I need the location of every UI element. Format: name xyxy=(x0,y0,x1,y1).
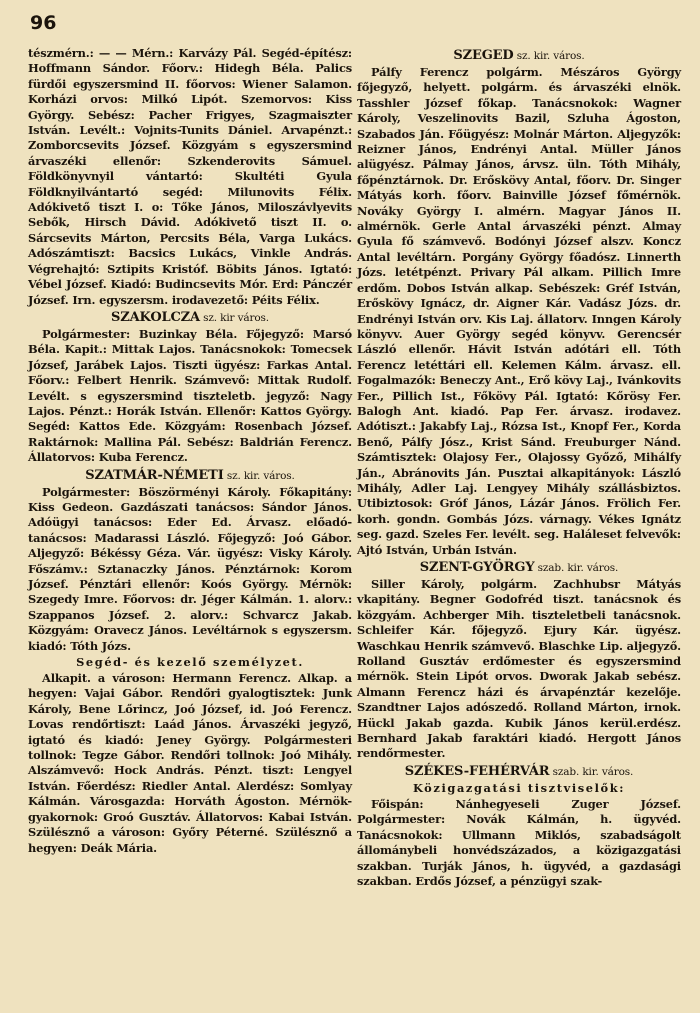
section-heading xyxy=(357,560,681,576)
paragraph: tészmérn.: — — Mérn.: Karvázy Pál. Segéd-építész: Hoffmann Sándor. Főorv.: Hidegh Béla. Palics fürdői egyszersmind II. főorvos: Wiener Salamon. Korházi orvos: Milkó Lipót. Szemorvos: Kiss György. Sebész: Pacher Frigyes, Szagmaiszter István. Levélt.: Vojnits-Tunits Dániel. Arvapénzt.: Zomborcsevits József. Közgyám s egyszersmind árvaszéki ellenőr: Szkenderovits Sámuel. Földkönyvnyil vántartó: Skultéti Gyula Földknyilvántartó segéd: Milunovits Félix. Adókivető tiszt I. o: Tőke János, Miloszávlyevits Sebők, Hirsch Dávid. Adókivető tiszt II. o. Sárcsevits Márton, Percsits Béla, Varga Lukács. Adószámtiszt: Bacsics Lukács, Vinkle András. Végrehajtó: Sztipits Kristóf. Böbits János. Igtató: Vébel József. Kiadó: Budincsevits Mór. Erd: Pánczér József. Irn. egyszersm. irodavezető: Péits Félix. xyxy=(28,46,352,307)
section-heading-city: SZÉKES-FEHÉRVÁR xyxy=(404,763,550,779)
section-heading xyxy=(28,468,352,484)
paragraph: Siller Károly, polgárm. Zachhubsr Mátyás vkapitány. Begner Godofréd tiszt. tanácsnok és közgyám. Achberger Mih. tiszteletbeli tanácsnok. Schleifer Kár. főjegyző. Ejury Kár. ügyész. Waschkau Henrik számvevő. Blaschke Lip. aljegyző. Rolland Gusztáv erdőmester és egyszersmind mérnök. Stein Lipót orvos. Dworak Jakab sebész. Almann Ferencz házi és árvapénztár kezelője. Szandtner Lajos adószedő. Rolland Márton, irnok. Hückl Jakab gazda. Kubik János kerül.erdész. Bernhard Jakab faraktári kiadó. Hergott János rendőrmester. xyxy=(357,577,681,761)
section-heading-type: szab. kir. város. xyxy=(549,765,634,778)
section-heading-type: sz. kir város. xyxy=(199,311,269,324)
paragraph: Polgármester: Buzinkay Béla. Főjegyző: Marsó Béla. Kapit.: Mittak Lajos. Tanácsnokok: Tomecsek József, Jarábek Lajos. Tiszti ügyész: Farkas Antal. Főorv.: Felbert Henrik. Számvevő: Mittak Rudolf. Levélt. s egyszersmind tiszteletb. jegyző: Nagy Lajos. Pénzt.: Horák István. Ellenőr: Kattos György. Segéd: Kattos Ede. Közgyám: Rosenbach József. Raktárnok: Mallina Pál. Sebész: Baldrián Ferencz. Állatorvos: Kuba Ferencz. xyxy=(28,326,352,465)
paragraph: Főispán: Nánhegyeseli Zuger József. Polgármester: Novák Kálmán, h. ügyvéd. Tanácsnokok: Ullmann Miklós, szabadságolt állománybeli honvédszázados, a közigazgatási szakban. Turják János, h. ügyvéd, a gazdasági szakban. Erdős József, a pénzügyi szak- xyxy=(357,796,681,888)
section-heading xyxy=(28,310,352,326)
section-heading xyxy=(357,764,681,780)
page-number: 96 xyxy=(30,12,57,34)
section-heading-city: SZATMÁR-NÉMETI xyxy=(85,467,224,483)
section-heading-type: szab. kir. város. xyxy=(534,562,619,574)
left-column xyxy=(28,46,352,857)
subsection-heading: Közigazgatási tisztviselők: xyxy=(412,780,626,795)
paragraph: Pálfy Ferencz polgárm. Mészáros György főjegyző, helyett. polgárm. és árvaszéki elnök. Tasshler József főkap. Tanácsnokok: Wagner Károly, Veszelinovits Bazil, Szluha Ágoston, Szabados Ján. Főügyész: Molnár Márton. Aljegyzők: Reizner János, Endrényi Antal. Müller János alügyész. Pálmay János, árvsz. üln. Tóth Mihály, főpénztárnok. Dr. Erőskövy Antal, főorv. Dr. Singer Mátyás korh. főorv. Bainville József főmérnök. Novákу György I. almérn. Magyar János II. almérnök. Gerle Antal árvaszéki pénzt. Almay Gyula fő számvevő. Bodónyi József alszv. Koncz Antal levéltárn. Porgány György főadósz. Linnerth Józs. letétpénzt. Privary Pál alkam. Pillich Imre erdőm. Dobos István alkap. Sebészek: Gréf István, Erőskövy Ignácz, dr. Aigner Kár. Vadász Józs. dr. Endrényi István orv. Kis Laj. állatorv. Inngen Károly könyvv. Auer György segéd könyvv. Gerencsér László ellenőr. Hávit István adótári ell. Tóth Ferencz letéttári ell. Kelemen Kálm. árvasz. ell. Fogalmazók: Beneczy Ant., Erő kövy Laj., Ivánkovits Fer., Pillich Ist., Főkövy Pál. Igtató: Kőrösy Fer. Balogh Ant. kiadó. Pap Fer. árvasz. irodavez. Adótiszt.: Jakabfy Laj., Rózsa Ist., Knopf Fer., Korda Benő, Pálfy Jósz., Krist Sánd. Freuburger Nánd. Számtisztek: Olajosy Fer., Olajossy Győző, Mihálfy Ján., Abránovits Ján. Pusztai alkapitányok: László Mihály, Adler Laj. Lengyey Mihály szállásbiztos. Utibiztosok: Gróf János, Lázár János. Frölich Fer. korh. gondn. Gombás Józs. várnagy. Vékes Ignátz seg. gazd. Szeles Fer. levélt. seg. Haláleset felvevők: Ajtó István, Urbán István. xyxy=(357,65,681,557)
section-heading-type: sz. kir. város. xyxy=(223,469,295,482)
section-heading-city: SZAKOLCZA xyxy=(111,309,200,325)
right-column xyxy=(357,46,681,890)
subsection-heading: Segéd- és kezelő személyzet. xyxy=(76,655,304,670)
section-heading-city: SZENT-GYÖRGY xyxy=(419,560,535,575)
paragraph: Polgármester: Böszörményi Károly. Főkapitány: Kiss Gedeon. Gazdászati tanácsos: Sándor János. Adóügyi tanácsos: Eder Ed. Árvasz. előadó-tanácsos: Madarassi László. Főjegyző: Joó Gábor. Aljegyző: Békéssy Géza. Vár. ügyész: Visky Károly. Főszámv.: Sztanaczky János. Pénztárnok: Korom József. Pénztári ellenőr: Koós György. Mérnök: Szegedy Imre. Főorvos: dr. Jéger Kálmán. 1. alorv.: Szappanos József. 2. alorv.: Schvarcz Jakab. Közgyám: Oravecz János. Levéltárnok s egyszersm. kiadó: Tóth Józs. xyxy=(28,484,352,653)
section-heading xyxy=(357,48,681,64)
paragraph: Alkapit. a városon: Hermann Ferencz. Alkap. a hegyen: Vajai Gábor. Rendőri gyalogtisztek: Junk Károly, Bene Lőrincz, Joó József, id. Joó Ferencz. Lovas rendőrtiszt: Laád János. Árvaszéki jegyző, igtató és kiadó: Jeney György. Polgármesteri tollnok: Tegze Gábor. Rendőri tollnok: Joó Mihály. Alszámvevő: Hock András. Pénzt. tiszt: Lengyel István. Főerdész: Riedler Antal. Alerdész: Somlyay Kálmán. Városgazda: Horváth Ágoston. Mérnök-gyakornok: Groó Gusztáv. Állatorvos: Kabai István. Szülésznő a városon: Győry Péterné. Szülésznő a hegyen: Deák Mária. xyxy=(28,671,352,855)
section-heading-city: SZEGED xyxy=(453,48,514,63)
section-heading-type: sz. kir. város. xyxy=(513,50,585,62)
